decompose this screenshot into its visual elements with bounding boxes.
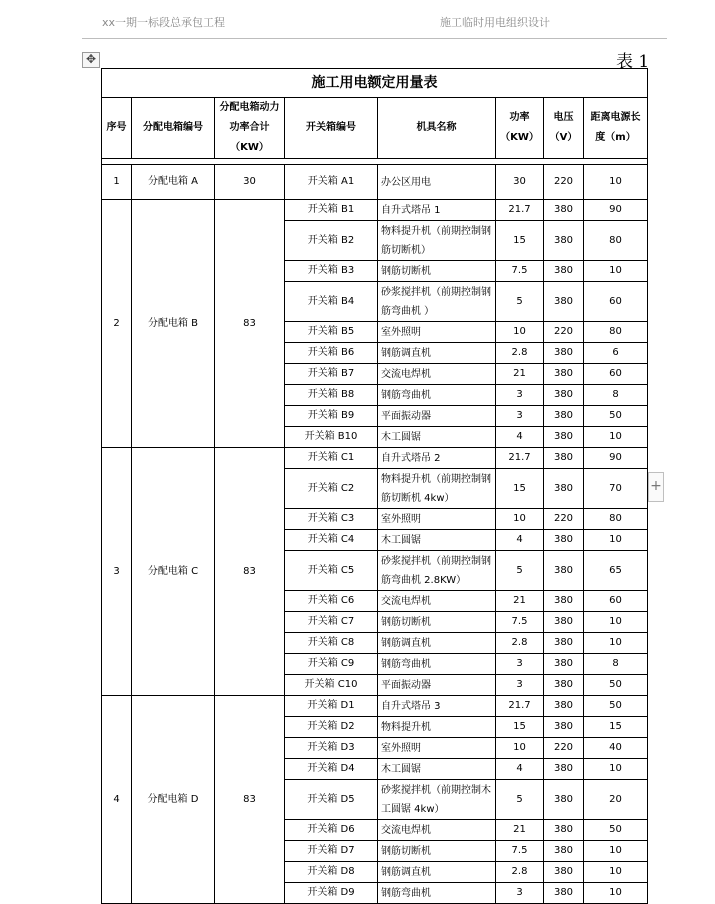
voltage-cell: 380 — [544, 200, 584, 221]
total-power-cell: 30 — [215, 165, 285, 200]
power-cell: 10 — [496, 322, 544, 343]
distance-cell: 80 — [584, 322, 648, 343]
switch-box-cell: 开关箱 C9 — [285, 654, 378, 675]
power-cell: 21 — [496, 591, 544, 612]
switch-box-cell: 开关箱 C1 — [285, 448, 378, 469]
distance-cell: 50 — [584, 820, 648, 841]
voltage-cell: 380 — [544, 820, 584, 841]
equipment-name-cell: 钢筋弯曲机 — [378, 654, 496, 675]
distance-cell: 50 — [584, 406, 648, 427]
col-header: 开关箱编号 — [285, 98, 378, 159]
equipment-name-cell: 办公区用电 — [378, 165, 496, 200]
distance-cell: 10 — [584, 759, 648, 780]
equipment-name-cell: 钢筋调直机 — [378, 343, 496, 364]
power-cell: 3 — [496, 883, 544, 904]
total-power-cell: 83 — [215, 696, 285, 904]
switch-box-cell: 开关箱 B1 — [285, 200, 378, 221]
equipment-name-cell: 木工圆锯 — [378, 759, 496, 780]
voltage-cell: 220 — [544, 738, 584, 759]
col-header: 分配电箱编号 — [132, 98, 215, 159]
power-cell: 10 — [496, 509, 544, 530]
voltage-cell: 380 — [544, 591, 584, 612]
switch-box-cell: 开关箱 B7 — [285, 364, 378, 385]
col-header: 序号 — [102, 98, 132, 159]
voltage-cell: 380 — [544, 633, 584, 654]
distribution-box-cell: 分配电箱 A — [132, 165, 215, 200]
voltage-cell: 380 — [544, 675, 584, 696]
distance-cell: 10 — [584, 427, 648, 448]
equipment-name-cell: 钢筋调直机 — [378, 633, 496, 654]
power-cell: 15 — [496, 221, 544, 261]
voltage-cell: 380 — [544, 221, 584, 261]
switch-box-cell: 开关箱 B9 — [285, 406, 378, 427]
switch-box-cell: 开关箱 D2 — [285, 717, 378, 738]
switch-box-cell: 开关箱 C8 — [285, 633, 378, 654]
voltage-cell: 380 — [544, 841, 584, 862]
switch-box-cell: 开关箱 D6 — [285, 820, 378, 841]
table-number-label: 表 1 — [616, 52, 650, 72]
voltage-cell: 380 — [544, 530, 584, 551]
distance-cell: 65 — [584, 551, 648, 591]
switch-box-cell: 开关箱 A1 — [285, 165, 378, 200]
switch-box-cell: 开关箱 C10 — [285, 675, 378, 696]
equipment-name-cell: 物料提升机 — [378, 717, 496, 738]
power-cell: 3 — [496, 675, 544, 696]
switch-box-cell: 开关箱 D8 — [285, 862, 378, 883]
voltage-cell: 380 — [544, 261, 584, 282]
equipment-name-cell: 钢筋弯曲机 — [378, 385, 496, 406]
voltage-cell: 220 — [544, 509, 584, 530]
voltage-cell: 380 — [544, 551, 584, 591]
col-header: 功率（KW） — [496, 98, 544, 159]
voltage-cell: 380 — [544, 612, 584, 633]
switch-box-cell: 开关箱 B3 — [285, 261, 378, 282]
voltage-cell: 220 — [544, 165, 584, 200]
equipment-name-cell: 砂浆搅拌机（前期控制木工圆锯 4kw） — [378, 780, 496, 820]
equipment-name-cell: 交流电焊机 — [378, 820, 496, 841]
row-number-cell: 1 — [102, 165, 132, 200]
table-row — [102, 165, 648, 200]
voltage-cell: 380 — [544, 406, 584, 427]
switch-box-cell: 开关箱 D9 — [285, 883, 378, 904]
distance-cell: 50 — [584, 696, 648, 717]
distribution-box-cell: 分配电箱 C — [132, 448, 215, 696]
voltage-cell: 380 — [544, 696, 584, 717]
distance-cell: 90 — [584, 200, 648, 221]
distance-cell: 80 — [584, 221, 648, 261]
distance-cell: 10 — [584, 612, 648, 633]
switch-box-cell: 开关箱 B5 — [285, 322, 378, 343]
distance-cell: 90 — [584, 448, 648, 469]
equipment-name-cell: 钢筋切断机 — [378, 612, 496, 633]
switch-box-cell: 开关箱 C6 — [285, 591, 378, 612]
power-cell: 2.8 — [496, 862, 544, 883]
equipment-name-cell: 室外照明 — [378, 322, 496, 343]
distance-cell: 10 — [584, 530, 648, 551]
voltage-cell: 220 — [544, 322, 584, 343]
distance-cell: 8 — [584, 385, 648, 406]
switch-box-cell: 开关箱 B4 — [285, 282, 378, 322]
equipment-name-cell: 室外照明 — [378, 509, 496, 530]
distance-cell: 10 — [584, 841, 648, 862]
equipment-name-cell: 自升式塔吊 3 — [378, 696, 496, 717]
switch-box-cell: 开关箱 D5 — [285, 780, 378, 820]
voltage-cell: 380 — [544, 427, 584, 448]
equipment-name-cell: 交流电焊机 — [378, 364, 496, 385]
switch-box-cell: 开关箱 B6 — [285, 343, 378, 364]
power-cell: 4 — [496, 530, 544, 551]
header-divider — [82, 38, 667, 39]
power-cell: 10 — [496, 738, 544, 759]
distance-cell: 10 — [584, 883, 648, 904]
switch-box-cell: 开关箱 C2 — [285, 469, 378, 509]
distribution-box-cell: 分配电箱 D — [132, 696, 215, 904]
distance-cell: 50 — [584, 675, 648, 696]
equipment-name-cell: 自升式塔吊 2 — [378, 448, 496, 469]
distance-cell: 60 — [584, 364, 648, 385]
distance-cell: 10 — [584, 261, 648, 282]
equipment-name-cell: 钢筋弯曲机 — [378, 883, 496, 904]
switch-box-cell: 开关箱 D1 — [285, 696, 378, 717]
equipment-name-cell: 钢筋调直机 — [378, 862, 496, 883]
equipment-name-cell: 物料提升机（前期控制钢筋切断机） — [378, 221, 496, 261]
distance-cell: 15 — [584, 717, 648, 738]
power-cell: 2.8 — [496, 343, 544, 364]
header-right-text: 施工临时用电组织设计 — [440, 16, 550, 29]
voltage-cell: 380 — [544, 717, 584, 738]
power-cell: 21.7 — [496, 448, 544, 469]
total-power-cell: 83 — [215, 200, 285, 448]
equipment-name-cell: 交流电焊机 — [378, 591, 496, 612]
equipment-name-cell: 物料提升机（前期控制钢筋切断机 4kw） — [378, 469, 496, 509]
table-row — [102, 200, 648, 221]
voltage-cell: 380 — [544, 364, 584, 385]
move-handle-icon[interactable]: ✥ — [82, 52, 100, 68]
distance-cell: 8 — [584, 654, 648, 675]
switch-box-cell: 开关箱 D4 — [285, 759, 378, 780]
voltage-cell: 380 — [544, 385, 584, 406]
total-power-cell: 83 — [215, 448, 285, 696]
power-cell: 5 — [496, 551, 544, 591]
power-cell: 3 — [496, 385, 544, 406]
col-header: 分配电箱动力功率合计（KW） — [215, 98, 285, 159]
switch-box-cell: 开关箱 B10 — [285, 427, 378, 448]
switch-box-cell: 开关箱 C5 — [285, 551, 378, 591]
power-cell: 7.5 — [496, 841, 544, 862]
power-cell: 21.7 — [496, 696, 544, 717]
voltage-cell: 380 — [544, 469, 584, 509]
equipment-name-cell: 平面振动器 — [378, 406, 496, 427]
equipment-name-cell: 室外照明 — [378, 738, 496, 759]
header-left-text: xx一期一标段总承包工程 — [102, 16, 226, 29]
distance-cell: 60 — [584, 591, 648, 612]
distance-cell: 20 — [584, 780, 648, 820]
power-cell: 15 — [496, 469, 544, 509]
power-cell: 21.7 — [496, 200, 544, 221]
power-cell: 4 — [496, 427, 544, 448]
distance-cell: 10 — [584, 165, 648, 200]
distance-cell: 70 — [584, 469, 648, 509]
power-cell: 15 — [496, 717, 544, 738]
table-row — [102, 448, 648, 469]
voltage-cell: 380 — [544, 862, 584, 883]
voltage-cell: 380 — [544, 448, 584, 469]
col-header: 机具名称 — [378, 98, 496, 159]
equipment-name-cell: 砂浆搅拌机（前期控制钢筋弯曲机 ） — [378, 282, 496, 322]
distance-cell: 10 — [584, 633, 648, 654]
row-number-cell: 3 — [102, 448, 132, 696]
switch-box-cell: 开关箱 B8 — [285, 385, 378, 406]
plus-icon[interactable]: + — [648, 472, 664, 502]
row-number-cell: 2 — [102, 200, 132, 448]
power-cell: 4 — [496, 759, 544, 780]
power-cell: 5 — [496, 282, 544, 322]
power-cell: 7.5 — [496, 261, 544, 282]
switch-box-cell: 开关箱 C7 — [285, 612, 378, 633]
equipment-name-cell: 平面振动器 — [378, 675, 496, 696]
col-header: 距离电源长度（m） — [584, 98, 648, 159]
power-cell: 30 — [496, 165, 544, 200]
table-title: 施工用电额定用量表 — [102, 69, 648, 98]
equipment-name-cell: 自升式塔吊 1 — [378, 200, 496, 221]
col-header: 电压（V） — [544, 98, 584, 159]
distance-cell: 40 — [584, 738, 648, 759]
voltage-cell: 380 — [544, 654, 584, 675]
switch-box-cell: 开关箱 C3 — [285, 509, 378, 530]
voltage-cell: 380 — [544, 883, 584, 904]
equipment-name-cell: 砂浆搅拌机（前期控制钢筋弯曲机 2.8KW） — [378, 551, 496, 591]
distance-cell: 6 — [584, 343, 648, 364]
power-cell: 21 — [496, 364, 544, 385]
power-cell: 3 — [496, 406, 544, 427]
voltage-cell: 380 — [544, 780, 584, 820]
equipment-name-cell: 木工圆锯 — [378, 427, 496, 448]
voltage-cell: 380 — [544, 282, 584, 322]
power-cell: 7.5 — [496, 612, 544, 633]
equipment-name-cell: 钢筋切断机 — [378, 261, 496, 282]
table-row — [102, 696, 648, 717]
power-usage-table — [101, 68, 648, 904]
power-cell: 3 — [496, 654, 544, 675]
switch-box-cell: 开关箱 B2 — [285, 221, 378, 261]
power-cell: 2.8 — [496, 633, 544, 654]
voltage-cell: 380 — [544, 759, 584, 780]
distribution-box-cell: 分配电箱 B — [132, 200, 215, 448]
distance-cell: 10 — [584, 862, 648, 883]
voltage-cell: 380 — [544, 343, 584, 364]
equipment-name-cell: 钢筋切断机 — [378, 841, 496, 862]
power-cell: 21 — [496, 820, 544, 841]
distance-cell: 80 — [584, 509, 648, 530]
switch-box-cell: 开关箱 D3 — [285, 738, 378, 759]
distance-cell: 60 — [584, 282, 648, 322]
power-cell: 5 — [496, 780, 544, 820]
row-number-cell: 4 — [102, 696, 132, 904]
switch-box-cell: 开关箱 C4 — [285, 530, 378, 551]
switch-box-cell: 开关箱 D7 — [285, 841, 378, 862]
equipment-name-cell: 木工圆锯 — [378, 530, 496, 551]
